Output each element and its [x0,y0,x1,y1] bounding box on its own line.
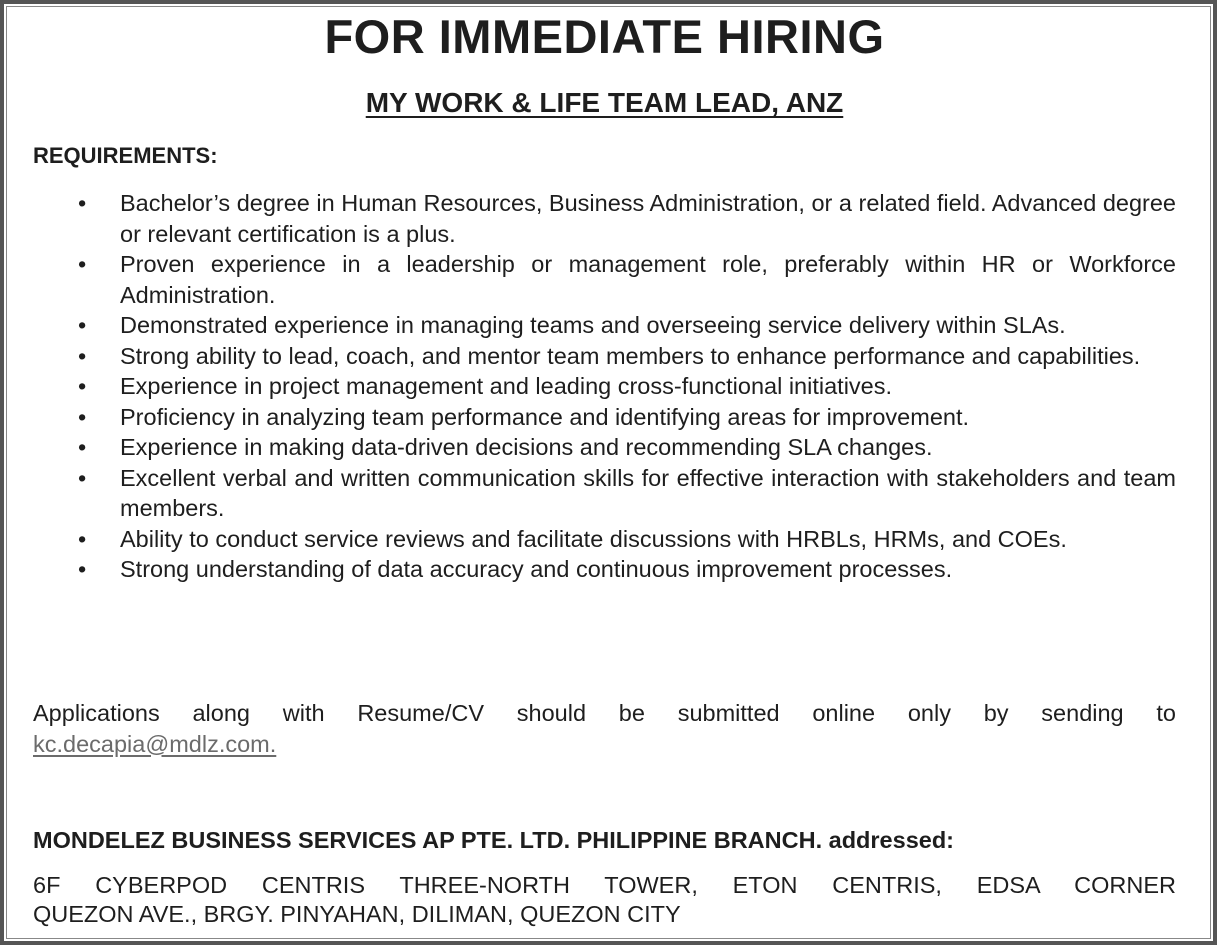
bullet-icon: • [78,312,87,338]
requirement-text: Bachelor’s degree in Human Resources, Business Administration, or a related field. Advanced degree or relevant certification is a plus. [120,190,1176,247]
requirement-item [33,341,1176,372]
requirement-item [33,249,1176,310]
requirement-item [33,371,1176,402]
email-link[interactable]: kc.decapia@mdlz.com. [33,730,277,757]
bullet-icon: • [78,190,87,216]
requirement-text: Proven experience in a leadership or management role, preferably within HR or Workforce Administration. [120,251,1176,308]
requirement-text: Experience in making data-driven decisions and recommending SLA changes. [120,434,933,460]
address-line-1: 6F CYBERPOD CENTRIS THREE-NORTH TOWER, ETON CENTRIS, EDSA CORNER [33,872,1176,898]
company-address [33,871,1176,929]
address-line-2: QUEZON AVE., BRGY. PINYAHAN, DILIMAN, QUEZON CITY [33,901,681,927]
requirement-item [33,188,1176,249]
bullet-icon: • [78,373,87,399]
requirement-text: Proficiency in analyzing team performance and identifying areas for improvement. [120,403,970,430]
application-text: Applications along with Resume/CV should be submitted online only by sending to [33,700,1176,726]
requirement-item [33,310,1176,341]
requirement-text: Excellent verbal and written communication skills for effective interaction with stakeholders and team members. [120,464,1176,521]
requirement-text: Strong ability to lead, coach, and mentor team members to enhance performance and capabilities. [120,342,1141,369]
requirements-list [33,188,1176,585]
requirement-text: Ability to conduct service reviews and facilitate discussions with HRBLs, HRMs, and COEs. [120,525,1067,552]
job-title [33,86,1176,120]
requirement-item [33,432,1176,463]
requirements-heading: REQUIREMENTS: [33,143,218,168]
requirement-item [33,463,1176,524]
bullet-icon: • [78,434,87,460]
requirement-text: Experience in project management and leading cross-functional initiatives. [120,373,893,399]
bullet-icon: • [78,251,87,277]
requirement-item [33,524,1176,555]
bullet-icon: • [78,342,87,369]
bullet-icon: • [78,403,87,430]
bullet-icon: • [78,464,87,491]
requirement-item [33,402,1176,433]
requirement-text: Strong understanding of data accuracy and continuous improvement processes. [120,556,953,582]
bullet-icon: • [78,525,87,552]
requirement-text: Demonstrated experience in managing teams and overseeing service delivery within SLAs. [120,312,1066,338]
job-title-text: MY WORK & LIFE TEAM LEAD, ANZ [365,87,844,118]
headline: FOR IMMEDIATE HIRING [324,10,885,63]
application-instructions [33,698,1176,759]
bullet-icon: • [78,556,87,582]
company-name: MONDELEZ BUSINESS SERVICES AP PTE. LTD. PHILIPPINE BRANCH. addressed: [33,827,955,853]
requirement-item [33,554,1176,585]
